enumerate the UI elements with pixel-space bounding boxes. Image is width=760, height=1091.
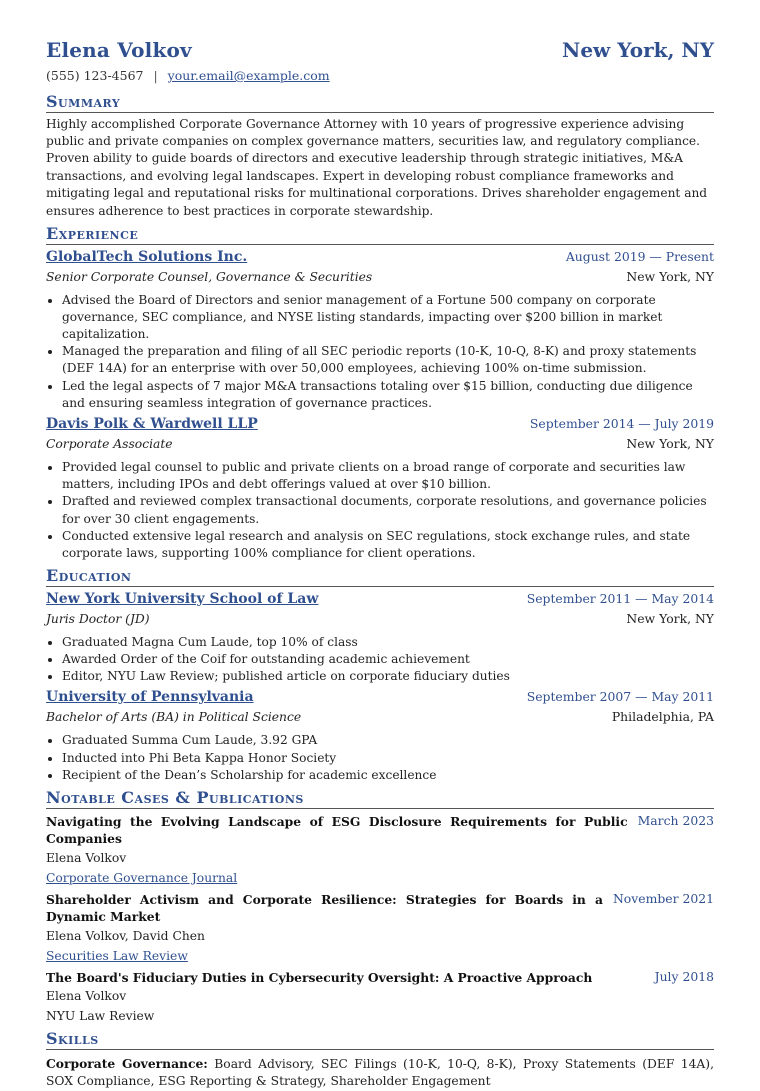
entry-dates: August 2019 — Present	[565, 248, 714, 264]
publication-date: March 2023	[637, 812, 714, 828]
publication-venue: NYU Law Review	[46, 1009, 155, 1024]
entry-header	[46, 591, 714, 610]
bullet-item: • Managed the preparation and filing of all SEC periodic reports (10-K, 10-Q, 8-K) and proxy statements (DEF 14A) for an enterprise with over 50,000 employees, achieving 100% on-time submission.	[62, 343, 714, 377]
entry-org-link[interactable]: Davis Polk & Wardwell LLP	[46, 416, 258, 433]
education-list	[46, 591, 714, 784]
experience-entry	[46, 416, 714, 562]
publication-venue-link[interactable]: Corporate Governance Journal	[46, 870, 238, 885]
publication-item	[46, 891, 714, 965]
publication-authors: Elena Volkov	[46, 850, 127, 865]
phone-number: (555) 123-4567	[46, 68, 144, 83]
contact-line	[46, 68, 714, 83]
skills-section	[46, 1030, 714, 1091]
publication-venue-link[interactable]: Securities Law Review	[46, 948, 188, 963]
candidate-name: Elena Volkov	[46, 38, 192, 62]
publication-title: Navigating the Evolving Landscape of ESG Disclosure Requirements for Public Companies	[46, 813, 628, 847]
skills-line	[46, 1055, 714, 1091]
entry-role: Juris Doctor (JD)	[46, 611, 150, 626]
bullet-item: • Led the legal aspects of 7 major M&A transactions totaling over $15 billion, conducting due diligence and ensuring seamless integration of governance practices.	[62, 378, 714, 412]
publication-item	[46, 969, 714, 1026]
entry-role: Corporate Associate	[46, 437, 173, 452]
experience-entry	[46, 249, 714, 412]
bullet-item: • Provided legal counsel to public and private clients on a broad range of corporate and securities law matters, including IPOs and debt offerings valued at over $10 billion.	[62, 459, 714, 493]
section-title-publications: Notable Cases & Publications	[46, 789, 714, 809]
bullet-item: • Drafted and reviewed complex transactional documents, corporate resolutions, and governance policies for over 30 client engagements.	[62, 493, 714, 527]
section-title-experience: Experience	[46, 225, 714, 245]
entry-header	[46, 249, 714, 268]
entry-location: Philadelphia, PA	[611, 709, 714, 725]
bullet-item: • Advised the Board of Directors and senior management of a Fortune 500 company on corporate governance, SEC compliance, and NYSE listing standards, impacting over $200 billion in market capitalization.	[62, 292, 714, 344]
bullet-item: • Graduated Magna Cum Laude, top 10% of class	[62, 634, 714, 651]
publication-date: November 2021	[612, 890, 714, 906]
section-title-skills: Skills	[46, 1030, 714, 1050]
education-entry	[46, 689, 714, 784]
experience-list	[46, 249, 714, 563]
bullet-item: • Editor, NYU Law Review; published article on corporate fiduciary duties	[62, 668, 714, 685]
publication-date: July 2018	[654, 968, 714, 984]
summary-text: Highly accomplished Corporate Governance Attorney with 10 years of progressive experience advising public and private companies on complex governance matters, securities law, and regulatory compliance. Proven ability to guide boards of directors and executive leadership through strategic initiatives, M&A transactions, and evolving legal landscapes. Expert in developing robust compliance frameworks and mitigating legal and reputational risks for multinational corporations. Drives shareholder engagement and ensures adherence to best practices in corporate stewardship.	[46, 116, 708, 218]
entry-role: Bachelor of Arts (BA) in Political Science	[46, 710, 302, 725]
entry-role: Senior Corporate Counsel, Governance & Securities	[46, 269, 373, 284]
entry-subheader	[46, 709, 714, 726]
entry-org-link[interactable]: University of Pennsylvania	[46, 689, 254, 706]
section-title-education: Education	[46, 567, 714, 587]
publication-title: The Board's Fiduciary Duties in Cybersecurity Oversight: A Proactive Approach	[46, 969, 593, 985]
resume-header	[46, 0, 714, 62]
entry-subheader	[46, 436, 714, 453]
education-section	[46, 567, 714, 784]
entry-location: New York, NY	[626, 610, 714, 626]
entry-bullet-list	[46, 292, 714, 412]
publications-section	[46, 789, 714, 1025]
summary-section	[46, 93, 714, 220]
skills-text: Board Advisory, SEC Filings (10-K, 10-Q, 8-K), Proxy Statements (DEF 14A), SOX Compliance, ESG Reporting & Strategy, Shareholder Engagement	[46, 1056, 714, 1089]
entry-subheader	[46, 611, 714, 628]
skills-label: Corporate Governance:	[46, 1055, 208, 1071]
entry-subheader	[46, 269, 714, 286]
publication-authors: Elena Volkov	[46, 989, 127, 1004]
entry-dates: September 2011 — May 2014	[526, 590, 714, 606]
experience-section	[46, 225, 714, 562]
publication-header	[46, 891, 714, 926]
entry-location: New York, NY	[626, 436, 714, 452]
entry-bullet-list	[46, 459, 714, 562]
entry-org-link[interactable]: GlobalTech Solutions Inc.	[46, 248, 248, 265]
education-entry	[46, 591, 714, 686]
bullet-item: • Recipient of the Dean’s Scholarship for academic excellence	[62, 767, 714, 784]
entry-dates: September 2014 — July 2019	[529, 416, 714, 432]
section-title-summary: Summary	[46, 93, 714, 113]
entry-bullet-list	[46, 732, 714, 784]
bullet-item: • Awarded Order of the Coif for outstanding academic achievement	[62, 651, 714, 668]
publication-title: Shareholder Activism and Corporate Resilience: Strategies for Boards in a Dynamic Market	[46, 891, 603, 925]
publication-header	[46, 969, 714, 987]
bullet-item: • Graduated Summa Cum Laude, 3.92 GPA	[62, 732, 714, 749]
publication-header	[46, 813, 714, 848]
bullet-item: • Conducted extensive legal research and analysis on SEC regulations, stock exchange rules, and state corporate laws, supporting 100% compliance for client operations.	[62, 528, 714, 562]
contact-separator: |	[153, 68, 158, 83]
bullet-item: • Inducted into Phi Beta Kappa Honor Society	[62, 750, 714, 767]
email-link[interactable]: your.email@example.com	[167, 68, 330, 83]
publication-list	[46, 813, 714, 1026]
entry-org-link[interactable]: New York University School of Law	[46, 590, 319, 607]
candidate-location: New York, NY	[562, 38, 714, 62]
entry-header	[46, 416, 714, 435]
publication-authors: Elena Volkov, David Chen	[46, 928, 205, 943]
entry-location: New York, NY	[626, 268, 714, 284]
publication-item	[46, 813, 714, 887]
entry-dates: September 2007 — May 2011	[526, 689, 714, 705]
entry-bullet-list	[46, 634, 714, 686]
entry-header	[46, 689, 714, 708]
